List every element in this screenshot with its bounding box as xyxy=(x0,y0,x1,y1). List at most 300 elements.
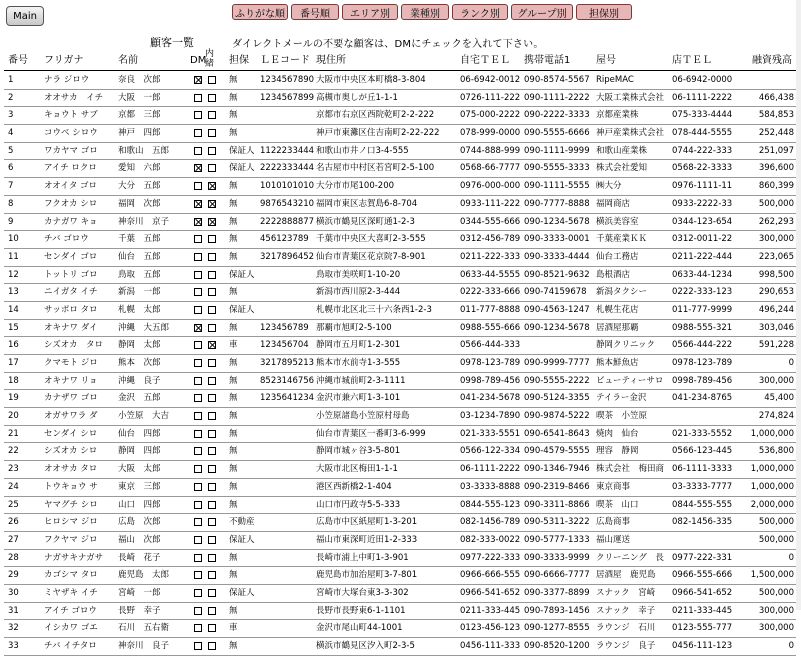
cell-tanpo: 無 xyxy=(229,481,238,492)
cell-mobile: 090-5124-3355 xyxy=(524,393,590,404)
tab-furigana[interactable]: ふりがな順 xyxy=(232,4,288,20)
nai-checkbox[interactable] xyxy=(208,430,216,438)
table-row[interactable] xyxy=(4,143,796,161)
table-row[interactable] xyxy=(4,107,796,125)
cell-tel: 0933-111-222 xyxy=(460,198,521,209)
dm-checkbox[interactable] xyxy=(194,501,202,509)
scrollbar[interactable] xyxy=(796,0,801,610)
cell-shop: 広島商事 xyxy=(596,517,631,528)
cell-le: 2222333444 xyxy=(260,163,314,174)
nai-checkbox[interactable] xyxy=(208,465,216,473)
nai-checkbox[interactable] xyxy=(208,111,216,119)
cell-shoptel: 0966-555-666 xyxy=(672,570,733,581)
nai-checkbox[interactable] xyxy=(208,341,216,349)
cell-no: 6 xyxy=(8,163,14,174)
cell-mobile: 090-8521-9632 xyxy=(524,269,590,280)
cell-shop: クリーニング 長 xyxy=(596,552,664,563)
cell-tanpo: 保証人 xyxy=(229,587,255,598)
dm-checkbox[interactable] xyxy=(194,306,202,314)
table-row[interactable] xyxy=(4,214,796,232)
cell-mobile: 090-1111-2222 xyxy=(524,92,590,103)
dm-checkbox[interactable] xyxy=(194,624,202,632)
cell-balance: 500,000 xyxy=(758,534,794,545)
dm-checkbox[interactable] xyxy=(194,164,202,172)
cell-name: 広島 次郎 xyxy=(118,517,161,528)
table-row[interactable] xyxy=(4,320,796,338)
cell-shoptel: 0566-123-445 xyxy=(672,446,733,457)
cell-addr: 福岡市東区志賀島6-8-704 xyxy=(316,198,418,209)
cell-addr: 名古屋市中村区若宮町2-5-100 xyxy=(316,163,435,174)
table-row[interactable] xyxy=(4,390,796,408)
dm-checkbox[interactable] xyxy=(194,341,202,349)
cell-addr: 港区西新橋2-1-404 xyxy=(316,481,392,492)
dm-checkbox[interactable] xyxy=(194,377,202,385)
table-row[interactable] xyxy=(4,497,796,515)
cell-mobile: 090-4579-5555 xyxy=(524,446,590,457)
cell-balance: 300,000 xyxy=(758,375,794,386)
nai-checkbox[interactable] xyxy=(208,412,216,420)
cell-mobile: 090-5555-2222 xyxy=(524,375,590,386)
cell-mobile: 090-5555-3333 xyxy=(524,163,590,174)
nai-checkbox[interactable] xyxy=(208,288,216,296)
tab-group[interactable]: グループ別 xyxy=(511,4,573,20)
table-row[interactable] xyxy=(4,90,796,108)
nai-checkbox[interactable] xyxy=(208,377,216,385)
cell-shop: 理容 静岡 xyxy=(596,446,639,457)
cell-name: 東京 三郎 xyxy=(118,481,161,492)
cell-tel: 0566-444-333 xyxy=(460,340,521,351)
dm-checkbox[interactable] xyxy=(194,129,202,137)
cell-tanpo: 無 xyxy=(229,181,238,192)
cell-addr: 鹿児島市加治屋町3-7-801 xyxy=(316,570,418,581)
cell-balance: 274,824 xyxy=(758,411,794,422)
cell-tel: 06-1111-2222 xyxy=(460,464,521,475)
table-row[interactable] xyxy=(4,178,796,196)
cell-tel: 0998-789-456 xyxy=(460,375,521,386)
table-row[interactable] xyxy=(4,196,796,214)
table-row[interactable] xyxy=(4,337,796,355)
cell-no: 8 xyxy=(8,198,14,209)
cell-tanpo: 保証人 xyxy=(229,145,255,156)
nai-checkbox[interactable] xyxy=(208,253,216,261)
cell-shop: テイラー金沢 xyxy=(596,393,647,404)
cell-balance: 300,000 xyxy=(758,623,794,634)
cell-balance: 500,000 xyxy=(758,587,794,598)
dm-checkbox[interactable] xyxy=(194,483,202,491)
cell-balance: 300,000 xyxy=(758,234,794,245)
cell-balance: 1,000,000 xyxy=(750,464,794,475)
cell-name: 京都 三郎 xyxy=(118,110,161,121)
dm-checkbox[interactable] xyxy=(194,412,202,420)
cell-shop: 福山運送 xyxy=(596,534,631,545)
nai-checkbox[interactable] xyxy=(208,94,216,102)
table-row[interactable] xyxy=(4,567,796,585)
cell-tel: 0978-123-789 xyxy=(460,358,521,368)
nai-checkbox[interactable] xyxy=(208,306,216,314)
cell-name: 愛知 六郎 xyxy=(118,163,161,174)
nai-checkbox[interactable] xyxy=(208,554,216,562)
nai-checkbox[interactable] xyxy=(208,182,216,190)
cell-addr: 広島市中区紙屋町1-3-201 xyxy=(316,517,418,528)
table-row[interactable] xyxy=(4,638,796,656)
col-nai-1: 内 xyxy=(205,49,215,59)
cell-shop: 札幌生花店 xyxy=(596,304,639,315)
cell-balance: 303,046 xyxy=(758,322,794,333)
cell-name: 鹿児島 太郎 xyxy=(118,570,170,581)
table-row[interactable] xyxy=(4,231,796,249)
dm-checkbox[interactable] xyxy=(194,447,202,455)
col-shoptel: 店ＴＥＬ xyxy=(672,55,712,66)
cell-no: 32 xyxy=(8,623,19,634)
cell-mobile: 090-2319-8466 xyxy=(524,481,590,492)
cell-no: 29 xyxy=(8,570,19,581)
cell-mobile: 090-8520-1200 xyxy=(524,641,590,651)
cell-mobile: 090-7893-1456 xyxy=(524,605,590,616)
nai-checkbox[interactable] xyxy=(208,76,216,84)
cell-shoptel: 0976-1111-11 xyxy=(672,181,733,192)
cell-name: 金沢 五郎 xyxy=(118,393,161,404)
cell-mobile: 090-3333-9999 xyxy=(524,552,590,563)
cell-no: 10 xyxy=(8,234,19,245)
dm-checkbox[interactable] xyxy=(194,200,202,208)
nai-checkbox[interactable] xyxy=(208,394,216,402)
table-row[interactable] xyxy=(4,125,796,143)
cell-balance: 466,438 xyxy=(758,92,794,103)
table-row[interactable] xyxy=(4,532,796,550)
dm-checkbox[interactable] xyxy=(194,518,202,526)
cell-name: 神戸 四郎 xyxy=(118,128,161,139)
page-title: 顧客一覧 xyxy=(150,36,194,49)
cell-tanpo: 無 xyxy=(229,446,238,457)
cell-tel: 06-6942-0012 xyxy=(460,75,521,85)
cell-tanpo: 無 xyxy=(229,393,238,404)
cell-tel: 0633-44-5555 xyxy=(460,269,521,280)
nai-checkbox[interactable] xyxy=(208,271,216,279)
cell-tel: 03-1234-7890 xyxy=(460,411,521,422)
tab-collateral[interactable]: 担保別 xyxy=(576,4,632,20)
cell-tanpo: 無 xyxy=(229,605,238,616)
cell-kana: ヒロシマ ジロ xyxy=(44,517,98,528)
cell-shop: 静岡クリニック xyxy=(596,340,655,351)
cell-tanpo: 車 xyxy=(229,623,238,634)
dm-checkbox[interactable] xyxy=(194,218,202,226)
nai-checkbox[interactable] xyxy=(208,607,216,615)
nai-checkbox[interactable] xyxy=(208,518,216,526)
cell-tanpo: 無 xyxy=(229,234,238,245)
dm-checkbox[interactable] xyxy=(194,359,202,367)
col-balance: 融資残高 xyxy=(752,55,792,66)
cell-no: 1 xyxy=(8,75,14,85)
dm-checkbox[interactable] xyxy=(194,465,202,473)
dm-checkbox[interactable] xyxy=(194,253,202,261)
cell-addr: 仙台市青葉区一番町3-6-999 xyxy=(316,428,426,439)
cell-addr: 新潟市西川原2-3-444 xyxy=(316,287,401,298)
cell-shop: 仙台工務店 xyxy=(596,251,639,262)
cell-tanpo: 無 xyxy=(229,641,238,651)
cell-no: 28 xyxy=(8,552,19,563)
cell-shop: スナック 幸子 xyxy=(596,605,656,616)
table-row[interactable] xyxy=(4,443,796,461)
cell-tanpo: 無 xyxy=(229,499,238,510)
cell-mobile: 090-9999-7777 xyxy=(524,358,590,368)
dm-checkbox[interactable] xyxy=(194,288,202,296)
cell-shop: 千葉産業ＫＫ xyxy=(596,234,648,245)
nai-checkbox[interactable] xyxy=(208,624,216,632)
cell-no: 20 xyxy=(8,411,19,422)
cell-mobile: 090-1346-7946 xyxy=(524,464,590,475)
cell-kana: フクヤマ ジロ xyxy=(44,534,98,545)
dm-checkbox[interactable] xyxy=(194,147,202,155)
dm-checkbox[interactable] xyxy=(194,394,202,402)
nai-checkbox[interactable] xyxy=(208,483,216,491)
cell-tel: 03-3333-8888 xyxy=(460,481,521,492)
nai-checkbox[interactable] xyxy=(208,324,216,332)
cell-tel: 082-1456-789 xyxy=(460,517,521,528)
cell-tanpo: 保証人 xyxy=(229,163,255,174)
cell-name: 宮崎 一郎 xyxy=(118,587,161,598)
cell-balance: 536,800 xyxy=(758,446,794,457)
table-row[interactable] xyxy=(4,355,796,373)
cell-addr: 千葉市中央区大喜町2-3-555 xyxy=(316,234,426,245)
table-row[interactable] xyxy=(4,72,796,90)
cell-mobile: 090-3311-8866 xyxy=(524,499,590,510)
cell-name: 石川 五右衛 xyxy=(118,623,170,634)
cell-le: 8523146756 xyxy=(260,375,314,386)
cell-le: 456123789 xyxy=(260,234,309,245)
col-mobile: 携帯電話1 xyxy=(524,55,571,66)
header-divider xyxy=(4,70,796,71)
col-addr: 現住所 xyxy=(316,55,346,66)
nai-checkbox[interactable] xyxy=(208,536,216,544)
cell-name: 神奈川 京子 xyxy=(118,216,170,227)
cell-le: 3217895213 xyxy=(260,358,314,368)
table-row[interactable] xyxy=(4,514,796,532)
cell-kana: オキナワ リョ xyxy=(44,375,98,386)
dm-checkbox[interactable] xyxy=(194,554,202,562)
table-row[interactable] xyxy=(4,284,796,302)
cell-kana: キョウト サブ xyxy=(44,110,98,121)
cell-le: 1234567899 xyxy=(260,92,314,103)
table-row[interactable] xyxy=(4,461,796,479)
cell-shoptel: 082-1456-335 xyxy=(672,517,733,528)
cell-mobile: 090-74159678 xyxy=(524,287,587,298)
dm-checkbox[interactable] xyxy=(194,324,202,332)
cell-addr: 宮崎市大塚台東3-3-302 xyxy=(316,587,409,598)
dm-checkbox[interactable] xyxy=(194,430,202,438)
cell-no: 19 xyxy=(8,393,19,404)
cell-mobile: 090-3333-0001 xyxy=(524,234,590,245)
cell-shop: ラウンジ 良子 xyxy=(596,641,656,651)
nai-checkbox[interactable] xyxy=(208,147,216,155)
cell-balance: 0 xyxy=(788,358,794,368)
main-button[interactable]: Main xyxy=(6,6,44,26)
cell-mobile: 090-5555-6666 xyxy=(524,128,590,139)
cell-tanpo: 無 xyxy=(229,358,238,368)
nai-checkbox[interactable] xyxy=(208,218,216,226)
cell-addr: 大阪市中央区本町橋8-3-804 xyxy=(316,75,426,85)
cell-shoptel: 011-777-9999 xyxy=(672,304,733,315)
dm-checkbox[interactable] xyxy=(194,76,202,84)
cell-mobile: 090-7777-8888 xyxy=(524,198,590,209)
dm-checkbox[interactable] xyxy=(194,94,202,102)
cell-kana: ワカヤマ ゴロ xyxy=(44,145,98,156)
cell-name: 福山 次郎 xyxy=(118,534,161,545)
cell-name: 沖縄 大五郎 xyxy=(118,322,170,333)
col-name: 名前 xyxy=(118,55,138,66)
table-row[interactable] xyxy=(4,160,796,178)
cell-shop: 和歌山産業株 xyxy=(596,145,648,156)
cell-shop: 大阪工業株式会社 xyxy=(596,92,665,103)
cell-kana: フクオカ シロ xyxy=(44,198,98,209)
cell-addr: 高槻市奥しが丘1-1-1 xyxy=(316,92,398,103)
nai-checkbox[interactable] xyxy=(208,589,216,597)
cell-shoptel: 0456-111-123 xyxy=(672,641,733,651)
nai-checkbox[interactable] xyxy=(208,200,216,208)
tab-number[interactable]: 番号順 xyxy=(291,4,339,20)
cell-tanpo: 保証人 xyxy=(229,534,255,545)
cell-shoptel: 0933-2222-33 xyxy=(672,198,733,209)
table-row[interactable] xyxy=(4,550,796,568)
cell-name: 小笠原 大吉 xyxy=(118,411,170,422)
cell-kana: センダイ ゴロ xyxy=(44,251,98,262)
dm-checkbox[interactable] xyxy=(194,235,202,243)
cell-balance: 2,000,000 xyxy=(750,499,794,510)
table-row[interactable] xyxy=(4,302,796,320)
col-tel: 自宅ＴＥＬ xyxy=(460,55,510,66)
nai-checkbox[interactable] xyxy=(208,571,216,579)
cell-tel: 0222-333-666 xyxy=(460,287,521,298)
dm-checkbox[interactable] xyxy=(194,607,202,615)
dm-checkbox[interactable] xyxy=(194,642,202,650)
cell-name: 静岡 太郎 xyxy=(118,340,161,351)
cell-tanpo: 無 xyxy=(229,428,238,439)
cell-mobile: 090-4563-1247 xyxy=(524,304,590,315)
cell-shoptel: 06-6942-0000 xyxy=(672,75,733,85)
cell-balance: 262,293 xyxy=(758,216,794,227)
cell-no: 26 xyxy=(8,517,19,528)
cell-no: 12 xyxy=(8,269,19,280)
cell-tel: 082-333-0022 xyxy=(460,534,521,545)
dm-checkbox[interactable] xyxy=(194,111,202,119)
cell-no: 15 xyxy=(8,322,19,333)
cell-addr: 金沢市兼六町1-3-101 xyxy=(316,393,401,404)
cell-no: 27 xyxy=(8,534,19,545)
cell-mobile: 090-1234-5678 xyxy=(524,322,590,333)
cell-kana: シズオカ シロ xyxy=(44,446,98,457)
cell-kana: オガサワラ ダ xyxy=(44,411,98,422)
cell-name: 静岡 四郎 xyxy=(118,446,161,457)
table-row[interactable] xyxy=(4,408,796,426)
cell-name: 大阪 太郎 xyxy=(118,464,161,475)
cell-tel: 0844-555-123 xyxy=(460,499,521,510)
tab-industry[interactable]: 業種別 xyxy=(401,4,449,20)
table-row[interactable] xyxy=(4,479,796,497)
cell-no: 23 xyxy=(8,464,19,475)
nai-checkbox[interactable] xyxy=(208,129,216,137)
cell-tanpo: 不動産 xyxy=(229,517,255,528)
dm-checkbox[interactable] xyxy=(194,589,202,597)
table-row[interactable] xyxy=(4,267,796,285)
cell-balance: 591,228 xyxy=(758,340,794,351)
cell-addr: 金沢市尾山町44-1001 xyxy=(316,623,403,634)
cell-kana: カゴシマ タロ xyxy=(44,570,98,581)
cell-addr: 鳥取市美咲町1-10-20 xyxy=(316,269,401,280)
dm-checkbox[interactable] xyxy=(194,536,202,544)
tab-rank[interactable]: ランク別 xyxy=(452,4,508,20)
cell-name: 長崎 花子 xyxy=(118,552,161,563)
table-row[interactable] xyxy=(4,620,796,638)
table-row[interactable] xyxy=(4,585,796,603)
cell-mobile: 090-5777-1333 xyxy=(524,534,590,545)
cell-tel: 0211-222-333 xyxy=(460,251,521,262)
cell-le: 1122233444 xyxy=(260,145,314,156)
cell-le: 123456704 xyxy=(260,340,309,351)
cell-tel: 0976-000-000 xyxy=(460,181,521,192)
tab-area[interactable]: エリア別 xyxy=(342,4,398,20)
cell-addr: 長崎市浦上中町1-3-901 xyxy=(316,552,409,563)
cell-tel: 0966-666-555 xyxy=(460,570,521,581)
cell-kana: クマモト ジロ xyxy=(44,358,98,368)
cell-balance: 252,448 xyxy=(758,128,794,139)
nai-checkbox[interactable] xyxy=(208,235,216,243)
nai-checkbox[interactable] xyxy=(208,642,216,650)
cell-kana: ナガサキナガサ xyxy=(44,552,104,563)
cell-kana: ヤマグチ シロ xyxy=(44,499,98,510)
cell-shoptel: 075-333-4444 xyxy=(672,110,733,121)
cell-name: 大阪 一郎 xyxy=(118,92,161,103)
cell-tel: 0726-111-222 xyxy=(460,92,521,103)
cell-addr: 札幌市北区北三十六条西1-2-3 xyxy=(316,304,432,315)
cell-no: 18 xyxy=(8,375,19,386)
table-row[interactable] xyxy=(4,373,796,391)
cell-addr: 京都市右京区西院乾町2-2-222 xyxy=(316,110,435,121)
table-row[interactable] xyxy=(4,249,796,267)
cell-shoptel: 078-444-5555 xyxy=(672,128,733,139)
dm-checkbox[interactable] xyxy=(194,271,202,279)
table-row[interactable] xyxy=(4,426,796,444)
cell-balance: 0 xyxy=(788,552,794,563)
cell-tel: 021-333-5551 xyxy=(460,428,521,439)
cell-tel: 0744-888-999 xyxy=(460,145,521,156)
dm-checkbox[interactable] xyxy=(194,571,202,579)
nai-checkbox[interactable] xyxy=(208,359,216,367)
cell-shop: 東京商事 xyxy=(596,481,631,492)
cell-name: 福岡 次郎 xyxy=(118,198,161,209)
nai-checkbox[interactable] xyxy=(208,501,216,509)
cell-shoptel: 0123-555-777 xyxy=(672,623,733,634)
cell-tanpo: 無 xyxy=(229,216,238,227)
cell-tel: 0312-456-789 xyxy=(460,234,521,245)
cell-mobile: 090-8574-5567 xyxy=(524,75,590,85)
cell-shop: 神戸産業株式会社 xyxy=(596,128,665,139)
cell-shop: 福岡商店 xyxy=(596,198,631,209)
cell-kana: オキナワ ダイ xyxy=(44,322,98,333)
cell-addr: 大阪市北区梅田1-1-1 xyxy=(316,464,398,475)
cell-name: 神奈川 良子 xyxy=(118,641,170,651)
cell-tanpo: 無 xyxy=(229,411,238,422)
cell-balance: 500,000 xyxy=(758,517,794,528)
cell-addr: 横浜市鶴見区深町通1-2-3 xyxy=(316,216,415,227)
dm-checkbox[interactable] xyxy=(194,182,202,190)
table-row[interactable] xyxy=(4,603,796,621)
cell-shop: ㈱大分 xyxy=(596,181,622,192)
cell-no: 3 xyxy=(8,110,14,121)
nai-checkbox[interactable] xyxy=(208,447,216,455)
cell-addr: 熊本市水前寺1-3-555 xyxy=(316,358,401,368)
nai-checkbox[interactable] xyxy=(208,164,216,172)
cell-addr: 仙台市青葉区花京院7-8-901 xyxy=(316,251,426,262)
cell-kana: センダイ シロ xyxy=(44,428,98,439)
